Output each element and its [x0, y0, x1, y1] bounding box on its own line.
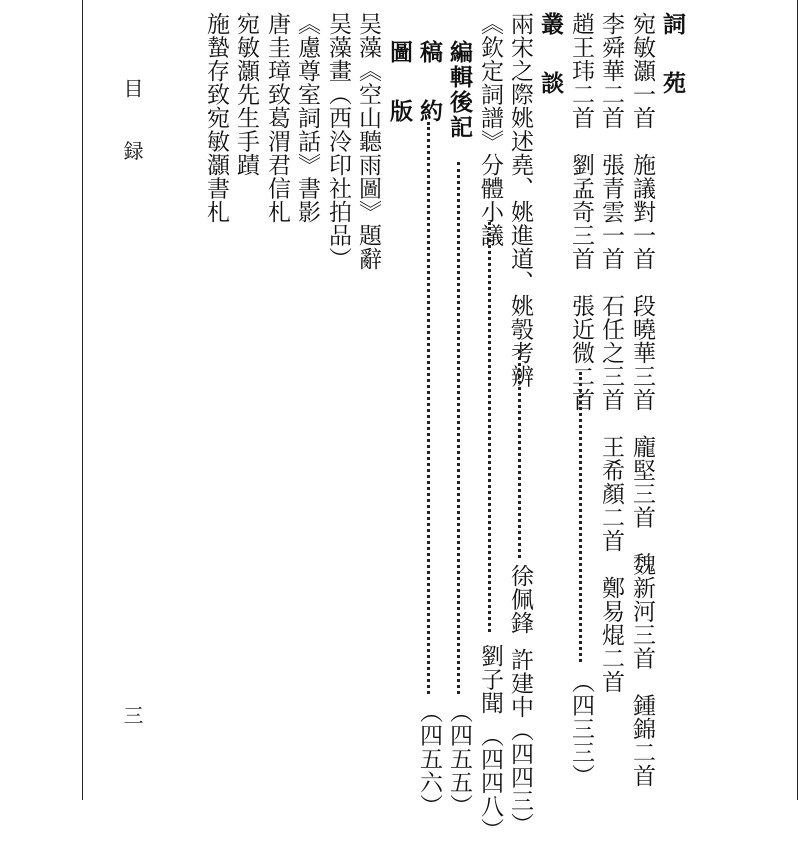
- toc-entry[interactable]: [567, 12, 595, 788]
- section-label: 目 録: [120, 78, 144, 179]
- entry-title: 李舜華二首 張青雲一首 石任之三首 王希顏二首 鄭易焜二首: [598, 12, 624, 694]
- toc-entry[interactable]: [597, 12, 625, 788]
- entry-title: 編輯後記: [446, 40, 473, 140]
- heading-ci-yuan: 詞 苑: [659, 12, 686, 109]
- entry-author: 劉子聞: [477, 644, 503, 715]
- leader-dots: [579, 372, 582, 662]
- entry-title: 稿 約: [416, 40, 443, 137]
- toc-entry[interactable]: [628, 12, 656, 788]
- plate-item[interactable]: 《慮尊室詞話》書影: [294, 12, 320, 224]
- entry-title: 《欽定詞譜》分體小議: [477, 12, 503, 247]
- entry-page: （四五六）: [416, 700, 442, 818]
- toc-entry-submission[interactable]: [415, 12, 443, 818]
- entry-page: 許建中（四四三）: [507, 648, 533, 836]
- leader-dots: [488, 222, 491, 632]
- plate-item[interactable]: 唐圭璋致葛渭君信札: [264, 12, 290, 224]
- entry-title: 趙王玮二首 劉孟奇三首 張近微二首: [568, 12, 594, 412]
- toc-entry[interactable]: [506, 12, 534, 836]
- page-number: 三: [120, 705, 144, 725]
- toc-entry[interactable]: [476, 12, 504, 842]
- entry-page: （四三三）: [568, 670, 594, 788]
- leader-dots: [427, 122, 430, 694]
- toc-entry-afterword[interactable]: [445, 12, 473, 818]
- leader-dots: [518, 350, 521, 558]
- plate-item[interactable]: 吴藻《空山聽雨圖》題辭: [355, 12, 381, 271]
- entry-page: （四四八）: [477, 724, 503, 842]
- entry-title: 宛敏灝一首 施議對一首 段曉華三首 龐堅三首 魏新河三首 鍾錦二首: [629, 12, 655, 788]
- plate-item[interactable]: 施蟄存致宛敏灝書札: [203, 12, 229, 224]
- heading-tu-ban: 圖 版: [386, 40, 413, 137]
- entry-title: 兩宋之際姚述堯、姚進道、姚彀考辨: [507, 12, 533, 388]
- entry-page: （四五五）: [446, 700, 472, 818]
- plate-item[interactable]: 宛敏灝先生手蹟: [233, 12, 259, 177]
- plate-item[interactable]: 吴藻畫（西泠印社拍品）: [325, 12, 351, 271]
- entry-author: 徐佩鋒: [507, 564, 533, 635]
- leader-dots: [457, 162, 460, 694]
- heading-cong-tan: 叢 談: [537, 12, 564, 109]
